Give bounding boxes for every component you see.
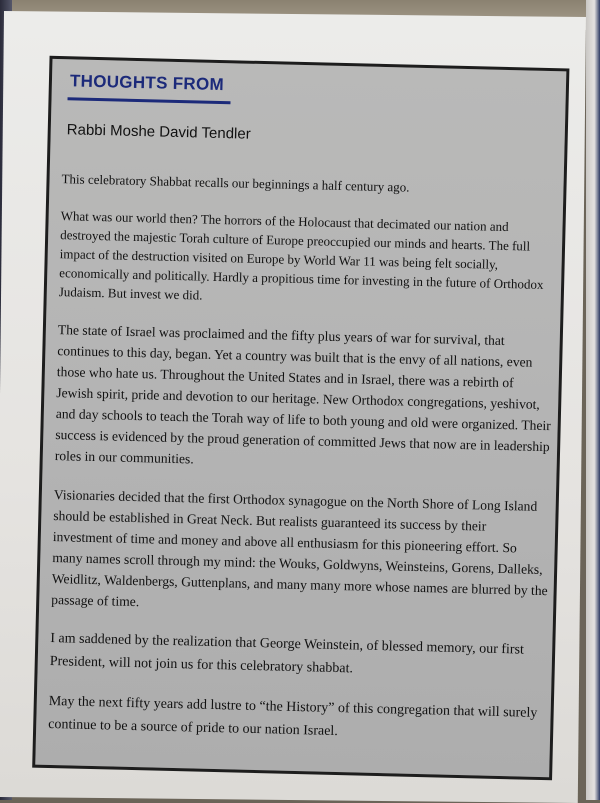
paragraph-world-then: What was our world then? The horrors of the Holocaust that decimated our nation and destroyed the majestic Torah culture of Europe preoccupied our minds and hearts. The full impact of the destruction visited on Europe by World War 11 was being felt socially, economically and politically. Hardly a propitious time for investing in the future of Orthodox Judaism. But invest we did.: [58, 208, 544, 303]
paragraph-israel: The state of Israel was proclaimed and the fifty plus years of war for survival, that continues to this day, began. Yet a country was built that is the envy of all nations, even those who hate us. Throughout the United States and in Israel, there was a rebirth of Jewish spirit, pride and devotion to our heritage. New Orthodox congregations, yeshivot, and day schools to teach the Torah way of life to both young and old were organized. Their success is evidenced by the proud generation of committed Jews that now are in leadership roles in our communities.: [54, 322, 551, 467]
heading-underline: [67, 97, 230, 104]
page-right-edge: [586, 0, 600, 800]
article-panel: [32, 56, 569, 780]
article-heading: THOUGHTS FROM: [69, 71, 225, 95]
article-body: [48, 169, 558, 766]
paragraph-george-weinstein: I am saddened by the realization that George Weinstein, of blessed memory, our first President, will not join us for this celebratory shabbat.: [49, 630, 525, 676]
author-name: Rabbi Moshe David Tendler: [66, 121, 251, 143]
booklet-page: [0, 11, 586, 803]
paragraph-next-fifty-years: May the next fifty years add lustre to “the History” of this congregation that will surely continue to be a source of pride to our nation Israel.: [48, 693, 538, 739]
paragraph-intro: This celebratory Shabbat recalls our beginnings a half century ago.: [61, 171, 410, 195]
paragraph-visionaries: Visionaries decided that the first Orthodox synagogue on the North Shore of Long Island should be established in Great Neck. But realists guaranteed its success by their investment of time and money and above all enthusiasm for this pioneering effort. So many names scroll through my mind: the Wouks, Goldwyns, Weinsteins, Gorens, Dalleks, Weidlitz, Waldenbergs, Guttenplans, and many many more whose names are blurred by the passage of time.: [51, 487, 548, 610]
